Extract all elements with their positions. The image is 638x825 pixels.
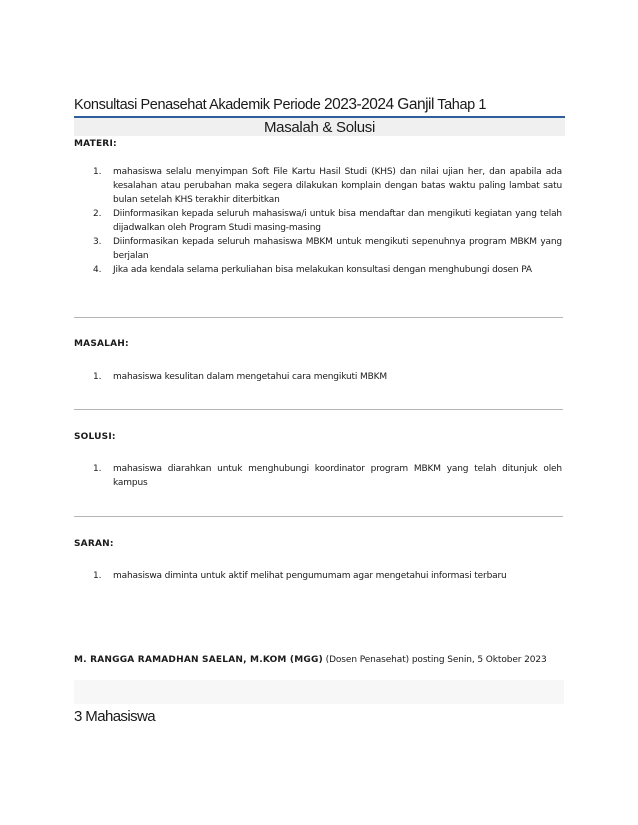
divider xyxy=(74,409,563,410)
materi-heading: MATERI: xyxy=(74,139,117,149)
title-year: 2023-2024 xyxy=(324,96,394,113)
list-item: 1. mahasiswa selalu menyimpan Soft File Kartu Hasil Studi (KHS) dan nilai ujian her, dan apabila ada kesalahan atau perubahan maka segera dilakukan komplain dengan batas waktu paling lambat satu bulan setelah KHS terakhir diterbitkan xyxy=(93,167,562,205)
solusi-list xyxy=(74,462,562,490)
title-stage: Tahap 1 xyxy=(437,97,487,113)
section-title: Masalah & Solusi xyxy=(74,118,565,136)
saran-list xyxy=(74,569,544,583)
author-line xyxy=(74,653,562,668)
divider xyxy=(74,317,563,318)
document-title xyxy=(74,96,564,114)
title-term: Ganjil xyxy=(397,96,434,113)
list-item: 2. Diinformasikan kepada seluruh mahasiswa/i untuk bisa mendaftar dan mengikuti kegiatan yang telah dijadwalkan oleh Program Studi masing-masing xyxy=(93,209,562,233)
divider xyxy=(74,516,563,517)
saran-heading: SARAN: xyxy=(74,539,114,549)
list-item: 1. mahasiswa kesulitan dalam mengetahui cara mengikuti MBKM xyxy=(93,372,387,382)
list-item: 4. Jika ada kendala selama perkuliahan bisa melakukan konsultasi dengan menghubungi dosen PA xyxy=(93,265,532,275)
author-name: M. RANGGA RAMADHAN SAELAN, M.KOM (MGG) xyxy=(74,655,323,665)
author-band xyxy=(74,680,564,704)
solusi-heading: SOLUSI: xyxy=(74,432,116,442)
title-prefix: Konsultasi Penasehat Akademik Periode xyxy=(74,97,321,113)
masalah-list xyxy=(74,370,562,384)
list-item: 1. mahasiswa diarahkan untuk menghubungi koordinator program MBKM yang telah ditunjuk oleh kampus xyxy=(93,464,562,488)
posted-date: posting Senin, 5 Oktober 2023 xyxy=(411,655,547,665)
list-item: 1. mahasiswa diminta untuk aktif melihat pengumumam agar mengetahui informasi terbaru xyxy=(93,571,507,581)
student-count: 3 Mahasiswa xyxy=(74,708,155,725)
author-role: (Dosen Penasehat) xyxy=(325,655,410,665)
materi-list xyxy=(74,165,562,277)
list-item: 3. Diinformasikan kepada seluruh mahasiswa MBKM untuk mengikuti sepenuhnya program MBKM yang berjalan xyxy=(93,237,562,261)
masalah-heading: MASALAH: xyxy=(74,339,129,349)
